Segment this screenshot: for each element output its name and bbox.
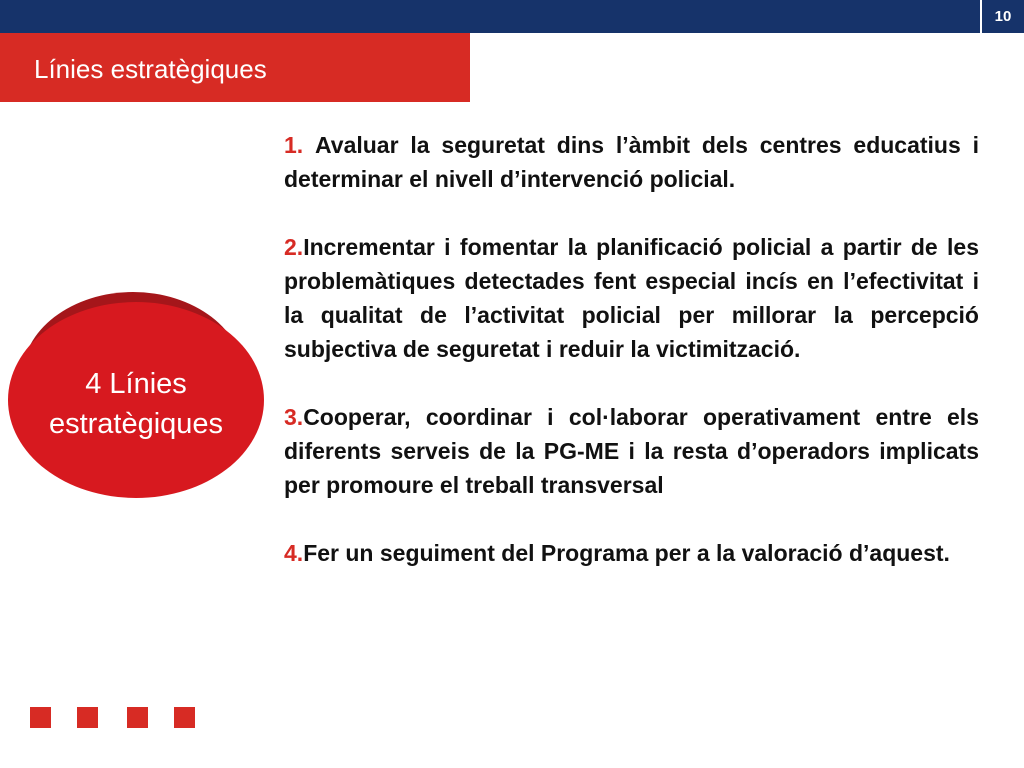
item-text: Fer un seguiment del Programa per a la valoració d’aquest. <box>303 540 950 566</box>
list-item <box>284 536 979 570</box>
item-text: Cooperar, coordinar i col·laborar operativament entre els diferents serveis de la PG-ME i la resta d’operadors implicats per promoure el treball transversal <box>284 404 979 498</box>
page-number: 10 <box>980 0 1024 33</box>
decor-square <box>77 707 98 728</box>
list-item <box>284 128 979 196</box>
decor-square <box>127 707 148 728</box>
decor-square <box>174 707 195 728</box>
strategic-lines-list <box>284 128 979 604</box>
list-item <box>284 230 979 366</box>
top-bar <box>0 0 1024 33</box>
item-text: Incrementar i fomentar la planificació policial a partir de les problemàtiques detectades fent especial incís en l’efectivitat i la qualitat de l’activitat policial per millorar la percepció subjectiva de seguretat i reduir la victimització. <box>284 234 979 362</box>
item-number: 3. <box>284 404 304 430</box>
item-text: Avaluar la seguretat dins l’àmbit dels centres educatius i determinar el nivell d’intervenció policial. <box>284 132 979 192</box>
list-item <box>284 400 979 502</box>
decor-square <box>30 707 51 728</box>
item-number: 2. <box>284 234 304 260</box>
item-number: 4. <box>284 540 304 566</box>
badge-label <box>8 364 264 444</box>
badge-line-2: estratègiques <box>48 408 224 440</box>
badge-line-1: 4 Línies <box>85 368 187 400</box>
item-number: 1. <box>284 132 304 158</box>
slide-title: Línies estratègiques <box>34 54 267 84</box>
